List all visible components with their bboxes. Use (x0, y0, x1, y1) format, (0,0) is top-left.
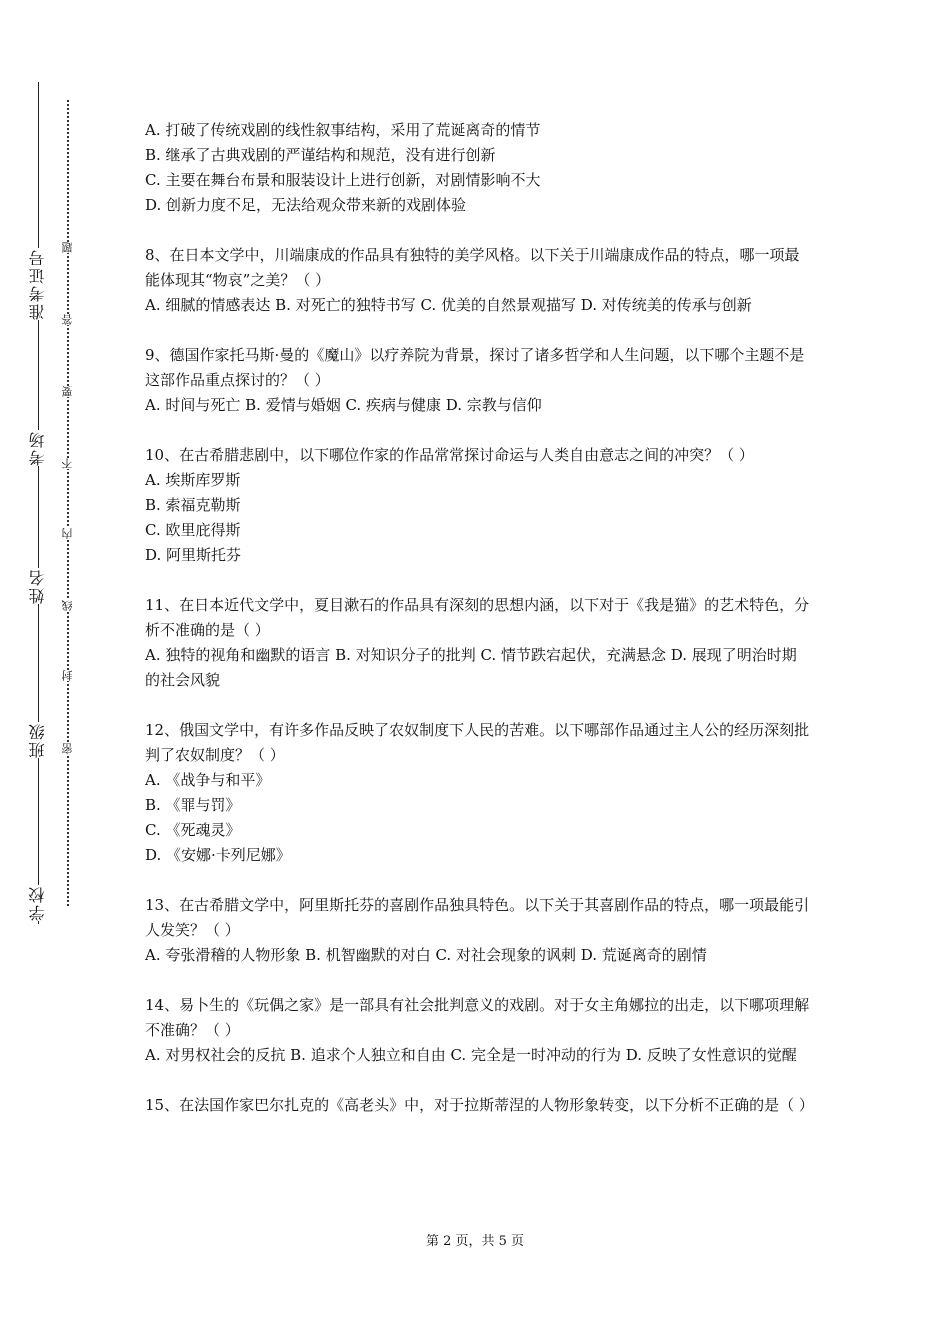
seal-char: 内 (61, 528, 74, 539)
option-text: A. 打破了传统戏剧的线性叙事结构，采用了荒诞离奇的情节 (145, 121, 541, 139)
binding-margin (0, 0, 110, 1344)
question-14 (145, 993, 810, 1068)
question-15 (145, 1093, 814, 1118)
question-stem: 9、德国作家托马斯·曼的《魔山》以疗养院为背景，探讨了诸多哲学和人生问题，以下哪个主题不是这部作品重点探讨的？（ ） (145, 346, 805, 389)
page-number: 第 2 页，共 5 页 (425, 1234, 525, 1249)
option-text: B. 继承了古典戏剧的严谨结构和规范，没有进行创新 (145, 146, 496, 164)
question-stem: 13、在古希腊文学中，阿里斯托芬的喜剧作品独具特色。以下关于其喜剧作品的特点，哪一项最能引人发笑？（ ） (145, 896, 810, 939)
seal-char: 不 (61, 458, 74, 469)
question-7-options (145, 118, 810, 218)
question-options: A. 夸张滑稽的人物形象 B. 机智幽默的对白 C. 对社会现象的讽刺 D. 荒诞离奇的剧情 (145, 946, 707, 964)
question-11 (145, 593, 810, 693)
option-text: C. 主要在舞台布景和服装设计上进行创新，对剧情影响不大 (145, 171, 541, 189)
option-text: D. 创新力度不足，无法给观众带来新的戏剧体验 (145, 196, 467, 214)
field-line (38, 82, 39, 924)
seal-char: 密 (61, 743, 74, 754)
question-stem: 11、在日本近代文学中，夏目漱石的作品具有深刻的思想内涵，以下对于《我是猫》的艺术特色，分析不准确的是（ ） (145, 596, 810, 639)
option-text: B. 索福克勒斯 (145, 496, 241, 514)
question-stem: 8、在日本文学中，川端康成的作品具有独特的美学风格。以下关于川端康成作品的特点，哪一项最能体现其“物哀”之美？（ ） (145, 246, 800, 289)
question-stem: 10、在古希腊悲剧中，以下哪位作家的作品常常探讨命运与人类自由意志之间的冲突？（ ） (145, 446, 754, 464)
question-stem: 12、俄国文学中，有许多作品反映了农奴制度下人民的苦难。以下哪部作品通过主人公的经历深刻批判了农奴制度？（ ） (145, 721, 810, 764)
question-content (145, 118, 814, 1143)
seal-char: 封 (61, 670, 74, 681)
question-9 (145, 343, 810, 418)
question-options: A. 独特的视角和幽默的语言 B. 对知识分子的批判 C. 情节跌宕起伏，充满悬念 D. 展现了明治时期的社会风貌 (145, 646, 797, 689)
question-options: A. 时间与死亡 B. 爱情与婚姻 C. 疾病与健康 D. 宗教与信仰 (145, 396, 542, 414)
field-label-school: 学校 (22, 885, 54, 921)
seal-char: 题 (61, 242, 74, 253)
seal-char: 要 (61, 386, 74, 397)
field-label-class: 班级 (22, 722, 54, 758)
question-stem: 15、在法国作家巴尔扎克的《高老头》中，对于拉斯蒂涅的人物形象转变，以下分析不正确的是（ ） (145, 1096, 814, 1114)
field-label-exam-number: 准考证号 (22, 248, 54, 320)
question-10 (145, 443, 810, 568)
question-13 (145, 893, 810, 968)
question-12 (145, 718, 810, 868)
question-8 (145, 243, 810, 318)
field-label-room: 考场 (22, 430, 54, 466)
question-options: A. 细腻的情感表达 B. 对死亡的独特书写 C. 优美的自然景观描写 D. 对传统美的传承与创新 (145, 296, 752, 314)
option-text: B. 《罪与罚》 (145, 796, 241, 814)
question-options: A. 对男权社会的反抗 B. 追求个人独立和自由 C. 完全是一时冲动的行为 D. 反映了女性意识的觉醒 (145, 1046, 797, 1064)
option-text: D. 阿里斯托芬 (145, 546, 242, 564)
seal-char: 线 (61, 600, 74, 611)
field-label-name: 姓名 (22, 568, 54, 604)
option-text: A. 埃斯库罗斯 (145, 471, 241, 489)
option-text: D. 《安娜·卡列尼娜》 (145, 846, 291, 864)
option-text: C. 欧里庇得斯 (145, 521, 241, 539)
option-text: A. 《战争与和平》 (145, 771, 271, 789)
seal-char: 答 (61, 314, 74, 325)
seal-dotted-line (67, 100, 69, 906)
question-stem: 14、易卜生的《玩偶之家》是一部具有社会批判意义的戏剧。对于女主角娜拉的出走，以下哪项理解不准确？（ ） (145, 996, 810, 1039)
option-text: C. 《死魂灵》 (145, 821, 241, 839)
